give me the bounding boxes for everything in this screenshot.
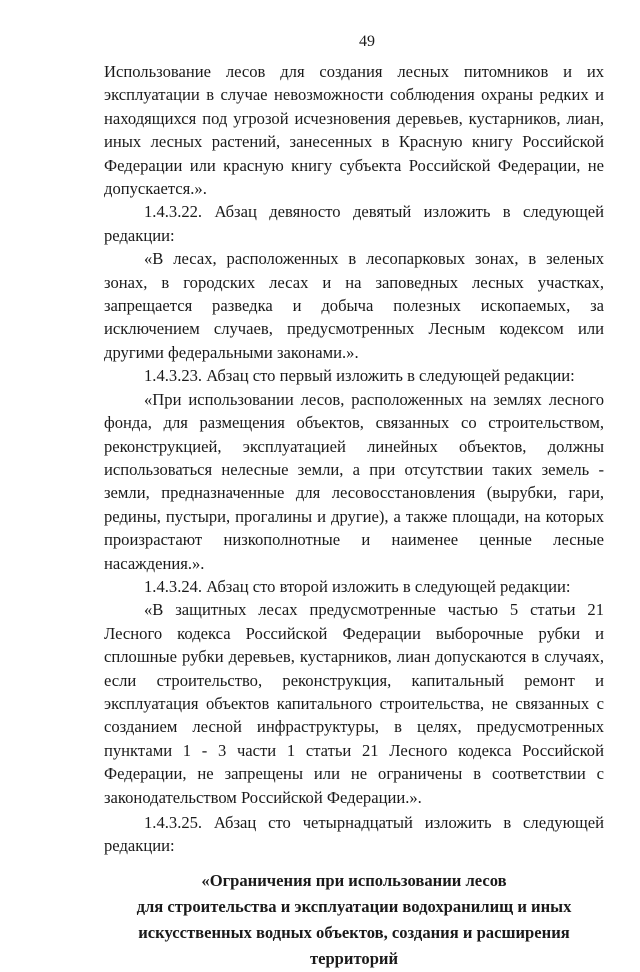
clause-word: в <box>502 202 511 222</box>
clause-1-4-3-22-tail: редакции: <box>104 225 175 245</box>
heading-line: для строительства и эксплуатации водохранилищ и иных <box>136 896 572 916</box>
clause-1-4-3-24: 1.4.3.24. Абзац сто второй изложить в следующей редакции: <box>144 576 571 596</box>
clause-word: следующей <box>523 813 604 832</box>
clause-1-4-3-25-tail: редакции: <box>104 836 175 856</box>
paragraph-forest-nurseries: Использование лесов для создания лесных питомников и их эксплуатации в случае невозможности соблюдения охраны редких и находящихся под угрозой исчезновения деревьев, кустарников, лиан, иных лесных растений, занесенных в Красную книгу Российской Федерации или красную книгу субъекта Российской Федерации, не допускается.». <box>104 62 604 199</box>
clause-word: девяносто <box>269 202 341 222</box>
heading-line: «Ограничения при использовании лесов <box>201 870 507 890</box>
heading-line: искусственных водных объектов, создания и расширения территорий <box>138 922 570 968</box>
clause-word: в <box>503 813 512 832</box>
clause-word: четырнадцатый <box>302 813 413 832</box>
clause-1-4-3-25 <box>104 811 604 834</box>
quote-forest-fund-lands: «При использовании лесов, расположенных на землях лесного фонда, для размещения объектов, связанных со строительством, реконструкцией, эксплуатацией линейных объектов, должны использоваться нелесные земли, а при отсутствии таких земель - земли, предназначенные для лесовосстановления (вырубки, гари, редины, пустыри, прогалины и другие), а также площади, на которых произрастают низкополнотные и наименее ценные лесные насаждения.». <box>104 389 604 573</box>
quote-protective-forests: «В защитных лесах предусмотренные частью 5 статьи 21 Лесного кодекса Российской Федерации выборочные рубки и сплошные рубки деревьев, кустарников, лиан допускаются в случаях, если строительство, реконструкция, капитальный ремонт и эксплуатация объектов капитального строительства, не связанных с созданием лесной инфраструктуры, в целях, предусмотренных пунктами 1 - 3 части 1 статьи 21 Лесного кодекса Российской Федерации, не запрещены или не ограничены в соответствии с законодательством Российской Федерации.». <box>104 600 604 807</box>
clause-1-4-3-22 <box>104 200 604 223</box>
page-number: 49 <box>359 33 375 50</box>
clause-word: 1.4.3.22. <box>144 202 203 222</box>
clause-word: девятый <box>352 202 412 222</box>
clause-word: Абзац <box>214 202 257 222</box>
clause-word: сто <box>268 813 291 832</box>
clause-word: следующей <box>523 202 604 222</box>
clause-word: изложить <box>423 202 491 222</box>
quote-forest-park-zones: «В лесах, расположенных в лесопарковых зонах, в зеленых зонах, в городских лесах и на заповедных лесных участках, запрещается разведка и добыча полезных ископаемых, за исключением случаев, предусмотренных Лесным кодексом или другими федеральными законами.». <box>104 249 604 362</box>
section-heading <box>104 868 604 972</box>
clause-word: 1.4.3.25. <box>144 813 203 832</box>
clause-1-4-3-23: 1.4.3.23. Абзац сто первый изложить в следующей редакции: <box>144 366 575 386</box>
clause-word: изложить <box>424 813 492 832</box>
clause-word: Абзац <box>213 813 257 832</box>
